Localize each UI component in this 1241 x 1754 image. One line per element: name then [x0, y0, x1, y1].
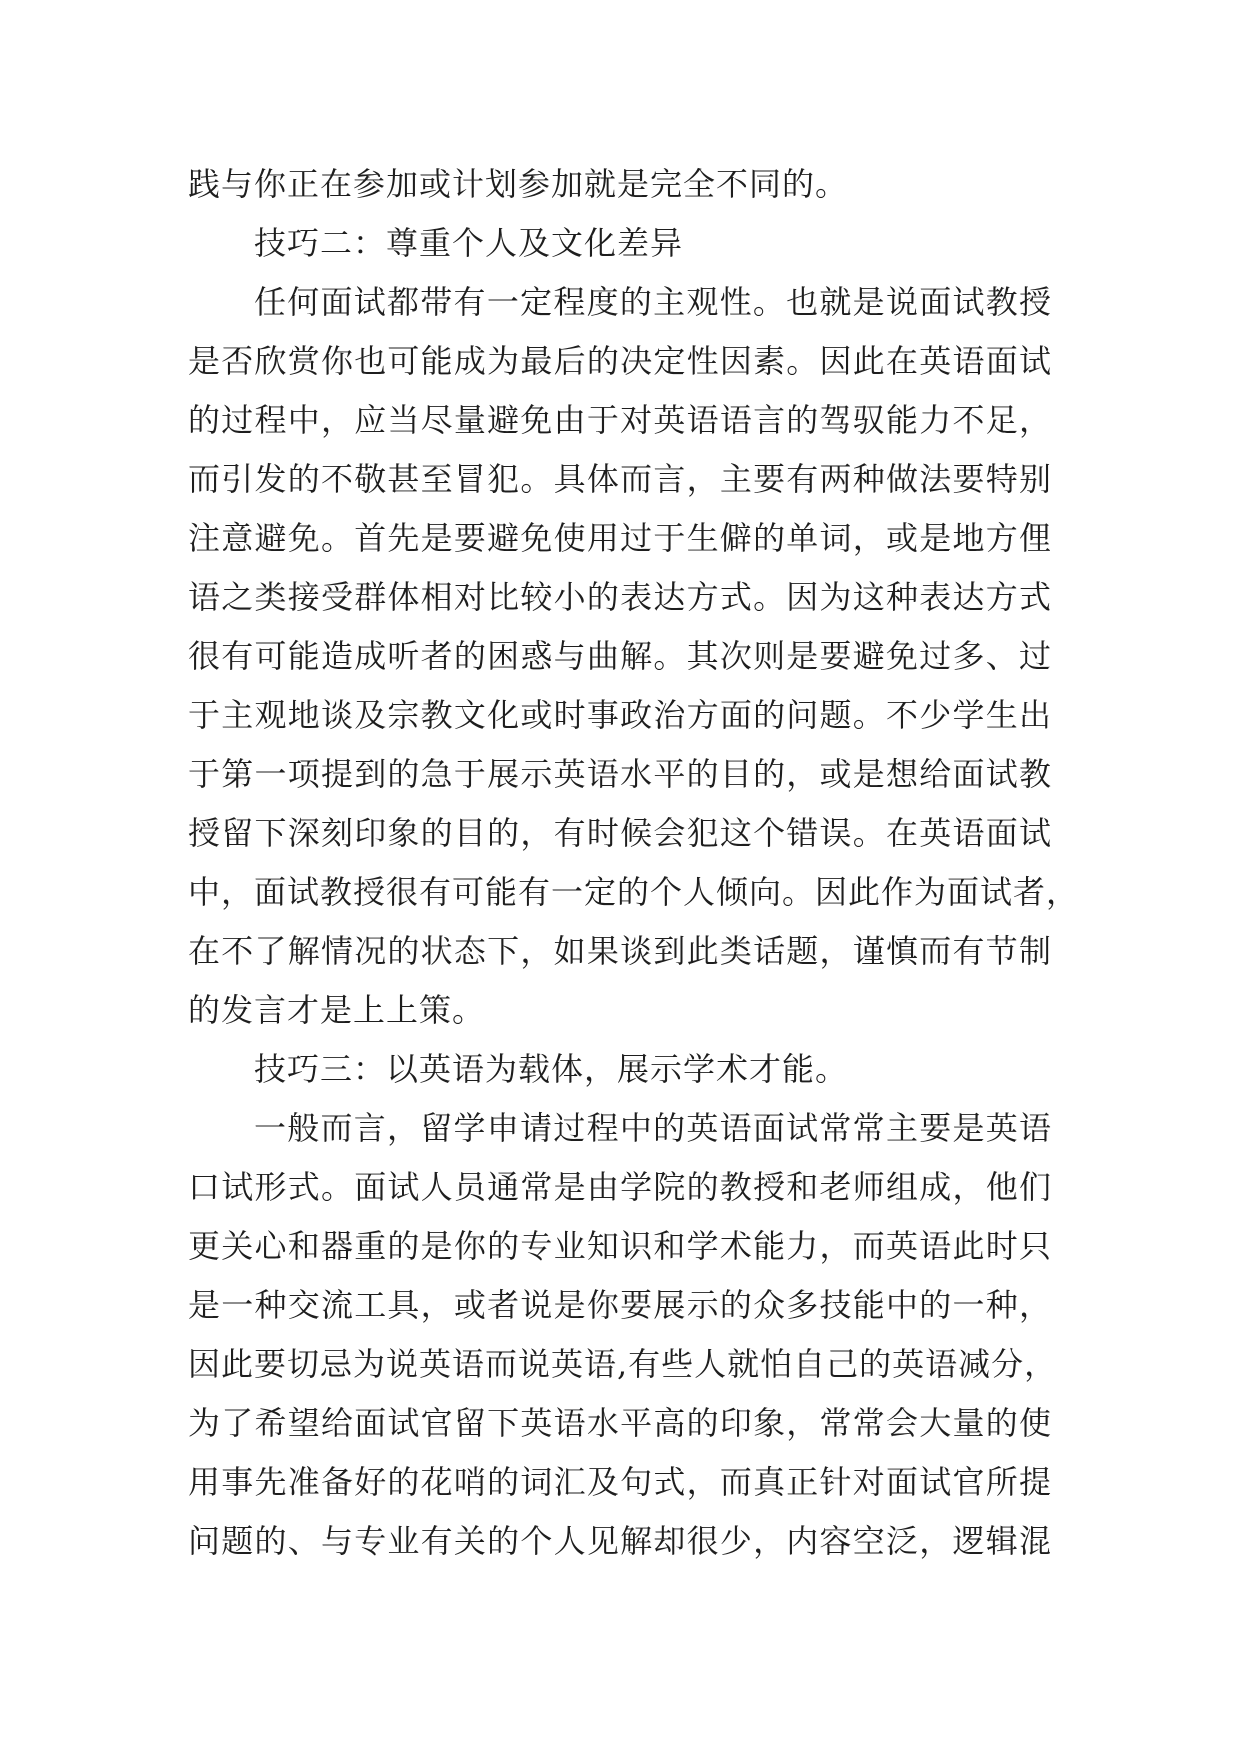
text-line: 而引发的不敬甚至冒犯。具体而言，主要有两种做法要特别	[188, 460, 1052, 498]
text-line: 问题的、与专业有关的个人见解却很少，内容空泛，逻辑混	[188, 1522, 1052, 1560]
text-line: 践与你正在参加或计划参加就是完全不同的。	[188, 165, 849, 203]
text-line: 因此要切忌为说英语而说英语,有些人就怕自己的英语减分，	[188, 1345, 1058, 1383]
document-text	[188, 155, 1080, 1571]
text-line: 更关心和器重的是你的专业知识和学术能力，而英语此时只	[188, 1227, 1052, 1265]
text-line: 用事先准备好的花哨的词汇及句式，而真正针对面试官所提	[188, 1463, 1052, 1501]
text-line: 技巧二：尊重个人及文化差异	[254, 224, 684, 262]
text-line: 在不了解情况的状态下，如果谈到此类话题，谨慎而有节制	[188, 932, 1052, 970]
text-line: 是一种交流工具，或者说是你要展示的众多技能中的一种，	[188, 1286, 1052, 1324]
text-line: 授留下深刻印象的目的，有时候会犯这个错误。在英语面试	[188, 814, 1052, 852]
text-line: 技巧三：以英语为载体，展示学术才能。	[254, 1050, 849, 1088]
text-line: 为了希望给面试官留下英语水平高的印象，常常会大量的使	[188, 1404, 1052, 1442]
text-line: 任何面试都带有一定程度的主观性。也就是说面试教授	[254, 283, 1052, 321]
text-line: 很有可能造成听者的困惑与曲解。其次则是要避免过多、过	[188, 637, 1052, 675]
text-line: 是否欣赏你也可能成为最后的决定性因素。因此在英语面试	[188, 342, 1052, 380]
text-line: 于第一项提到的急于展示英语水平的目的，或是想给面试教	[188, 755, 1052, 793]
text-line: 的过程中，应当尽量避免由于对英语语言的驾驭能力不足，	[188, 401, 1052, 439]
text-line: 一般而言，留学申请过程中的英语面试常常主要是英语	[254, 1109, 1052, 1147]
text-line: 口试形式。面试人员通常是由学院的教授和老师组成，他们	[188, 1168, 1052, 1206]
text-line: 中，面试教授很有可能有一定的个人倾向。因此作为面试者，	[188, 873, 1080, 911]
text-line: 语之类接受群体相对比较小的表达方式。因为这种表达方式	[188, 578, 1052, 616]
text-line: 注意避免。首先是要避免使用过于生僻的单词，或是地方俚	[188, 519, 1052, 557]
text-line: 于主观地谈及宗教文化或时事政治方面的问题。不少学生出	[188, 696, 1052, 734]
text-line: 的发言才是上上策。	[188, 991, 486, 1029]
